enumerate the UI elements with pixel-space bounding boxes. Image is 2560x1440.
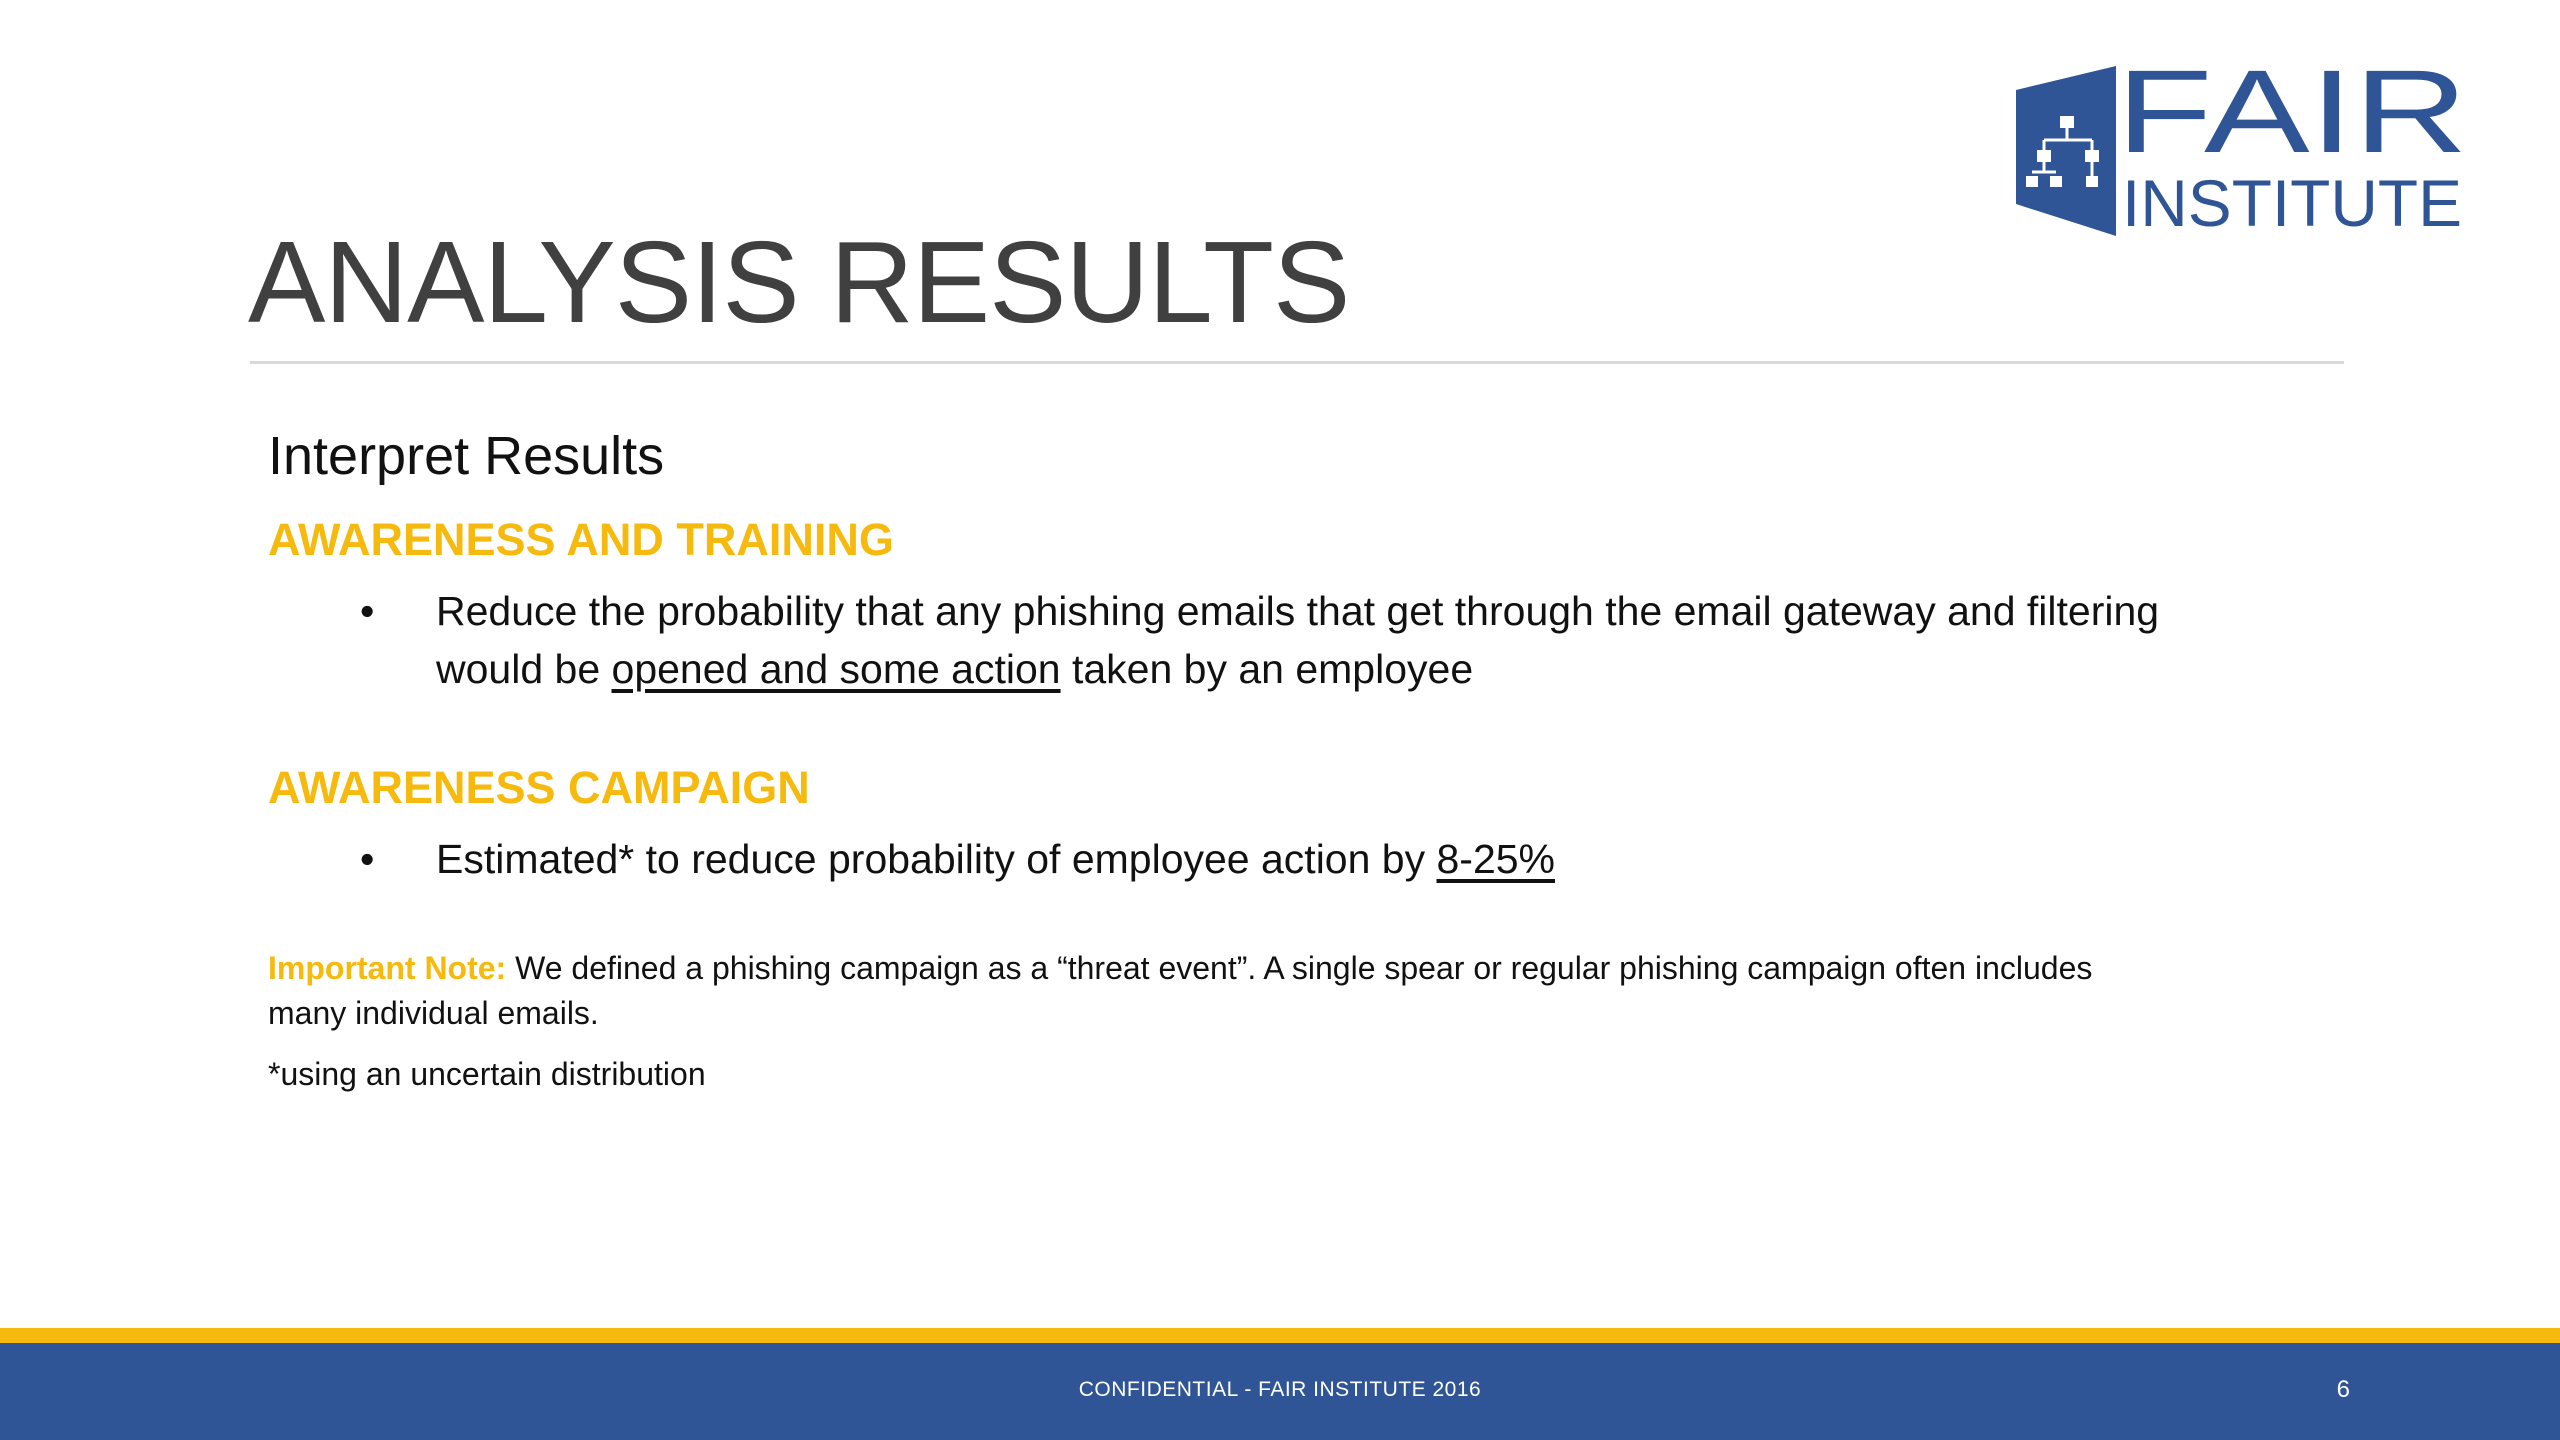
slide-content xyxy=(268,420,2168,1097)
fair-institute-logo xyxy=(2012,60,2472,236)
section-heading-awareness-training: AWARENESS AND TRAINING xyxy=(268,514,894,565)
important-note-text: We defined a phishing campaign as a “threat event”. A single spear or regular phishing campaign often includes many individual emails. xyxy=(268,950,2093,1031)
bullet-awareness-training xyxy=(268,582,2168,698)
title-divider xyxy=(250,361,2344,364)
bullet-underlined-text: opened and some action xyxy=(611,646,1061,692)
slide-subtitle: Interpret Results xyxy=(268,426,665,486)
logo-institute-text: INSTITUTE xyxy=(2122,166,2462,236)
bullet-dot: • xyxy=(360,588,375,634)
footer-confidential-text: CONFIDENTIAL - FAIR INSTITUTE 2016 xyxy=(1078,1378,1482,1401)
bullet-text: Estimated* to reduce probability of employee action by xyxy=(436,836,1437,882)
footnote: *using an uncertain distribution xyxy=(268,1056,706,1092)
important-note-label: Important Note: xyxy=(268,950,507,986)
footer-accent-stripe xyxy=(0,1328,2560,1343)
logo-box-shape xyxy=(2016,66,2116,236)
bullet-awareness-campaign xyxy=(268,830,2168,888)
slide-title: ANALYSIS RESULTS xyxy=(248,217,1350,347)
fair-institute-logo-graphic xyxy=(2012,60,2472,236)
bullet-dot: • xyxy=(360,836,375,882)
bullet-underlined-text: 8-25% xyxy=(1436,836,1556,882)
logo-fair-text: FAIR xyxy=(2116,60,2468,178)
bullet-text-end: taken by an employee xyxy=(1060,646,1474,692)
section-heading-awareness-campaign: AWARENESS CAMPAIGN xyxy=(268,762,810,813)
important-note xyxy=(268,946,2168,1036)
bullet-text: Reduce the probability that any phishing emails that get through the email gateway and filtering would be xyxy=(436,588,2160,692)
page-number: 6 xyxy=(2336,1376,2350,1403)
